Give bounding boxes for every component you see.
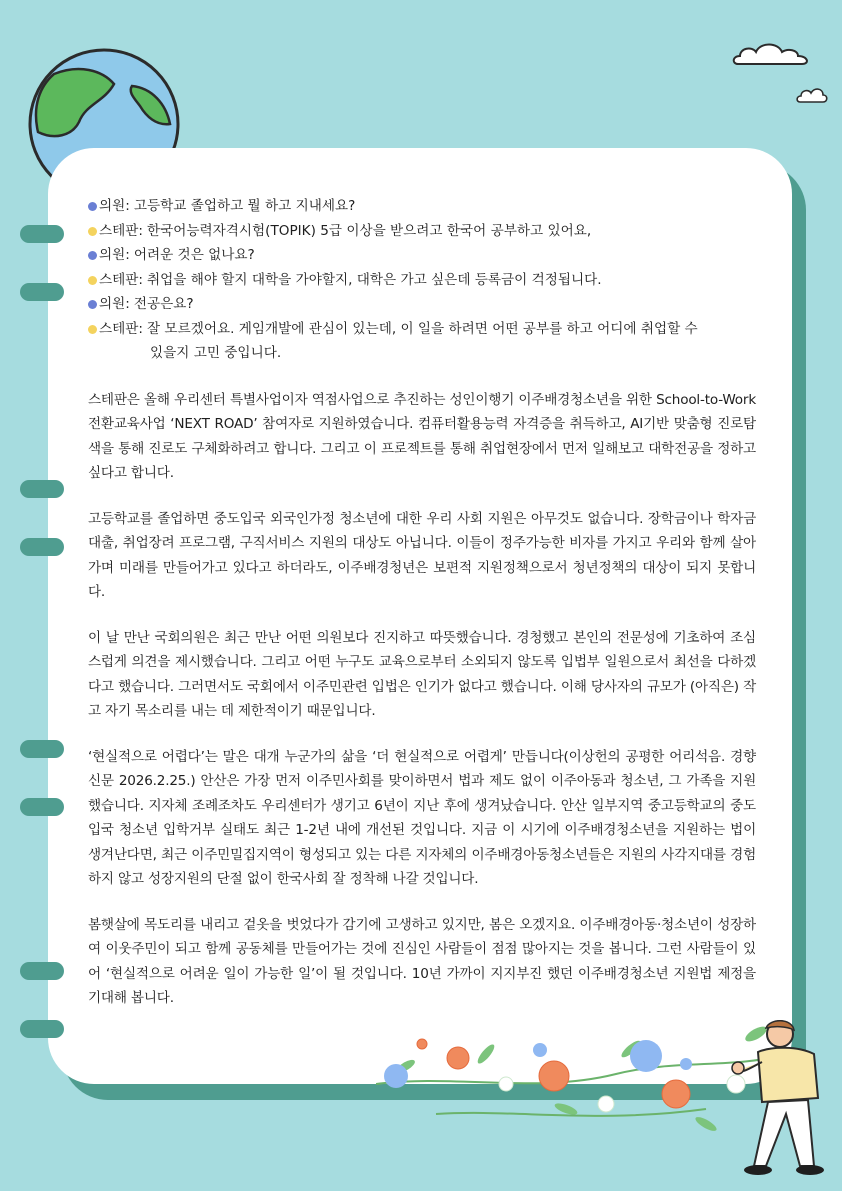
body-paragraph: 스테판은 올해 우리센터 특별사업이자 역점사업으로 추진하는 성인이행기 이주배경청소년을 위한 School-to-Work 전환교육사업 ‘NEXT ROAD’ 참여자로 지원하였습니다. 컴퓨터활용능력 자격증을 취득하고, AI기반 맞춤형 진로탐색을 통해 진로도 구체화하려고 합니다. 그리고 이 프로젝트를 통해 취업현장에서 먼저 일해보고 대학전공을 정하고 싶다고 합니다. — [88, 391, 756, 481]
binder-ring — [20, 538, 64, 556]
binder-ring — [20, 225, 64, 243]
body-paragraph: 고등학교를 졸업하면 중도입국 외국인가정 청소년에 대한 우리 사회 지원은 아무것도 없습니다. 장학금이나 학자금 대출, 취업장려 프로그램, 구직서비스 지원의 대상도 아닙니다. 이들이 정주가능한 비자를 가지고 우리와 함께 살아가며 미래를 만들어가고 있다고 하더라도, 이주배경청년은 보편적 지원정책으로서 청년정책의 대상이 되지 못합니다. — [88, 510, 756, 600]
flower-garland — [376, 1014, 786, 1144]
speaker-label: 의원: — [99, 247, 130, 263]
speaker-label: 스테판: — [99, 320, 143, 337]
speaker-label: 의원: — [99, 296, 130, 312]
bullet-dot-icon — [88, 251, 97, 260]
dialogue-text: 고등학교 졸업하고 뭘 하고 지내세요? — [133, 198, 356, 214]
dialogue-text: 전공은요? — [133, 296, 194, 312]
dialogue-text: 어려운 것은 없나요? — [133, 247, 255, 263]
dialogue-text: 잘 모르겠어요. 게임개발에 관심이 있는데, 이 일을 하려면 어떤 공부를 하고 어디에 취업할 수 — [146, 320, 698, 337]
binder-ring — [20, 740, 64, 758]
binder-ring — [20, 283, 64, 301]
body-paragraph: ‘현실적으로 어렵다’는 말은 대개 누군가의 삶을 ‘더 현실적으로 어렵게’ 만듭니다(이상헌의 공평한 어리석음. 경향신문 2026.2.25.) 안산은 가장 먼저 이주민사회를 맞이하면서 법과 제도 없이 이주아동과 청소년, 그 가족을 지원했습니다. 지자체 조례조차도 우리센터가 생기고 6년이 지난 후에 생겨났습니다. 안산 일부지역 중고등학교의 중도입국 청소년 입학거부 실태도 최근 1-2년 내에 개선된 것입니다. 지금 이 시기에 이주배경청소년을 지원하는 법이 생겨난다면, 최근 이주민밀집지역이 형성되고 있는 다른 지자체의 이주배경아동청소년들은 지원의 사각지대를 경험하지 않고 성장지원의 단절 없이 한국사회 잘 정착해 나갈 것입니다. — [88, 748, 756, 887]
speaker-label: 의원: — [99, 198, 130, 214]
bullet-dot-icon — [88, 227, 97, 236]
binder-ring — [20, 962, 64, 980]
binder-ring — [20, 480, 64, 498]
dialogue-line — [88, 243, 756, 268]
dialogue-line — [88, 317, 756, 342]
bullet-dot-icon — [88, 325, 97, 334]
speaker-label: 스테판: — [99, 271, 143, 288]
person-thumbs-up — [728, 1018, 838, 1178]
dialogue-text: 취업을 해야 할지 대학을 가야할지, 대학은 가고 싶은데 등록금이 걱정됩니다. — [146, 271, 602, 288]
bullet-dot-icon — [88, 202, 97, 211]
bullet-dot-icon — [88, 300, 97, 309]
dialogue-list — [88, 194, 756, 366]
bullet-dot-icon — [88, 276, 97, 285]
speaker-label: 스테판: — [99, 222, 143, 239]
dialogue-line — [88, 292, 756, 317]
body-paragraph: 봄햇살에 목도리를 내리고 겉옷을 벗었다가 감기에 고생하고 있지만, 봄은 오겠지요. 이주배경아동·청소년이 성장하여 이웃주민이 되고 함께 공동체를 만들어가는 것에 진심인 사람들이 점점 많아지는 것을 봅니다. 그런 사람들이 있어 ‘현실적으로 어려운 일이 가능한 일’이 될 것입니다. 10년 가까이 지지부진 했던 이주배경청소년 지원법 제정을 기대해 봅니다. — [88, 916, 756, 1006]
letter-content — [88, 194, 756, 1032]
dialogue-line — [88, 219, 756, 244]
cloud-icon — [732, 42, 810, 68]
dialogue-line — [88, 194, 756, 219]
dialogue-continuation: 있을지 고민 중입니다. — [150, 345, 282, 361]
dialogue-text: 한국어능력자격시험(TOPIK) 5급 이상을 받으려고 한국어 공부하고 있어요, — [146, 222, 592, 239]
binder-ring — [20, 1020, 64, 1038]
body-paragraph: 이 날 만난 국회의원은 최근 만난 어떤 의원보다 진지하고 따뜻했습니다. 경청했고 본인의 전문성에 기초하여 조심스럽게 의견을 제시했습니다. 그리고 어떤 누구도 교육으로부터 소외되지 않도록 입법부 일원으로서 최선을 다하겠다고 했습니다. 그러면서도 국회에서 이주민관련 입법은 인기가 없다고 했습니다. 이해 당사자의 규모가 (아직은) 작고 자기 목소리를 내는 데 제한적이기 때문입니다. — [88, 629, 756, 719]
cloud-icon — [796, 85, 828, 105]
dialogue-line — [88, 268, 756, 293]
binder-ring — [20, 798, 64, 816]
